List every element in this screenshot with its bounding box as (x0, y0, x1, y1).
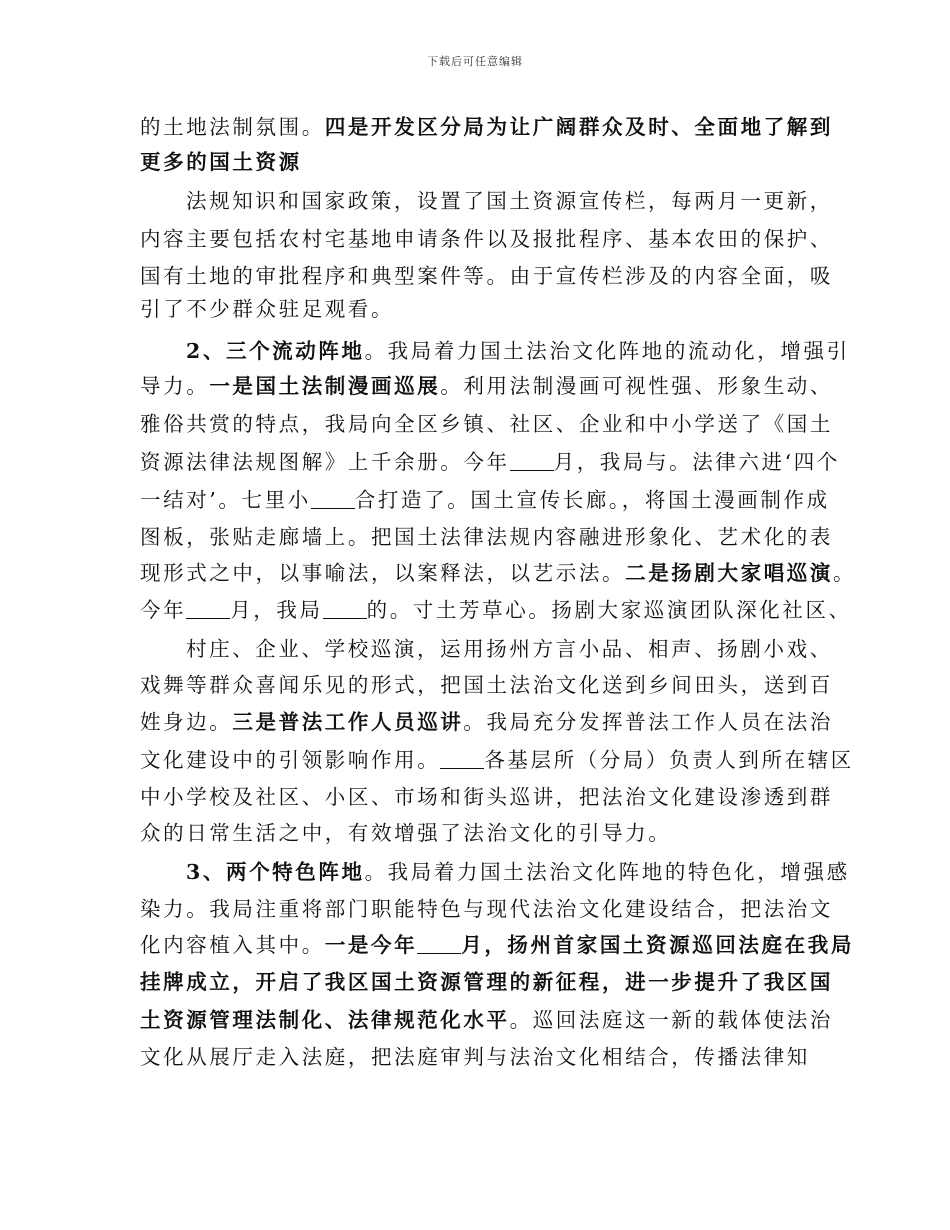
text-run: 。我局着力国土法治文化阵地的特色化，增强感 (364, 860, 850, 884)
bold-text-run: 月，扬州首家国土资源巡回法庭在我局 (461, 933, 854, 957)
text-run: 众的日常生活之中，有效增强了法治文化的引导力。 (140, 821, 672, 845)
text-line (186, 857, 850, 887)
text-run: 月，我局与。法律六进‘四个 (553, 450, 840, 474)
text-line (140, 112, 833, 142)
text-line (140, 967, 833, 997)
text-run: 化内容植入其中。 (140, 933, 325, 957)
bold-text-run: 二是扬剧大家唱巡演 (625, 561, 834, 585)
text-line (140, 707, 833, 737)
fill-in-blank (440, 750, 484, 769)
text-run: 姓身边。 (140, 710, 233, 734)
text-run: 导力。 (140, 374, 210, 398)
text-run: 文化从展厅走入法庭，把法庭审判与法治文化相结合，传播法律知 (140, 1045, 810, 1069)
bold-text-run: 三是普法工作人员巡讲 (232, 710, 464, 734)
text-run: 图板，张贴走廊墙上。把国土法律法规内容融进形象化、艺术化的表 (140, 525, 833, 549)
text-run: 戏舞等群众喜闻乐见的形式，把国土法治文化送到乡间田头，送到百 (140, 673, 833, 697)
text-run: 。 (833, 561, 857, 585)
text-run: 现形式之中，以事喻法，以案释法，以艺示法。 (140, 561, 626, 585)
text-line (140, 818, 671, 848)
text-run: 引了不少群众驻足观看。 (140, 297, 395, 321)
text-line (186, 186, 833, 216)
text-run: 中小学校及社区、小区、市场和街头巡讲，把法治文化建设渗透到群 (140, 785, 833, 809)
text-run: 的土地法制氛围。 (140, 115, 325, 139)
bold-text-run: 四是开发区分局为让广阔群众及时、全面地了解到 (324, 115, 834, 139)
text-line (140, 409, 833, 439)
text-run: 的。寸土芳草心。扬剧大家巡演团队深化社区、 (366, 598, 852, 622)
text-line (140, 1005, 833, 1035)
text-line (140, 485, 830, 515)
text-line (186, 634, 833, 664)
text-run: 今年 (140, 598, 187, 622)
text-line (140, 782, 833, 812)
text-run: 合打造了。国土宣传长廊。，将国土漫画制作成 (354, 488, 830, 512)
text-run: 村庄、企业、学校巡演，运用扬州方言小品、相声、扬剧小戏、 (186, 637, 833, 661)
text-line (140, 294, 394, 324)
text-line (140, 522, 833, 552)
text-run: 月，我局 (230, 598, 323, 622)
bold-text-run: 一是国土法制漫画巡展 (209, 374, 441, 398)
bold-text-run: 土资源管理法制化、法律规范化水平 (140, 1008, 510, 1032)
bold-text-run: 挂牌成立，开启了我区国土资源管理的新征程，进一步提升了我区国 (140, 970, 833, 994)
text-line (186, 336, 850, 366)
text-run: 文化建设中的引领影响作用。 (140, 748, 441, 772)
text-run: 雅俗共赏的特点，我局向全区乡镇、社区、企业和中小学送了《国土 (140, 412, 833, 436)
text-line (140, 558, 856, 588)
text-line (140, 147, 302, 177)
text-line (140, 371, 833, 401)
fill-in-blank (186, 600, 230, 619)
text-line (140, 745, 854, 775)
text-run: 各基层所（分局）负责人到所在辖区 (484, 748, 854, 772)
text-run: 内容主要包括农村宅基地申请条件以及报批程序、基本农田的保护、 (140, 227, 833, 251)
fill-in-blank (311, 490, 355, 509)
section-heading: 3、两个特色阵地 (186, 860, 365, 884)
text-line (140, 447, 840, 477)
text-run: 。巡回法庭这一新的载体使法治 (509, 1008, 834, 1032)
text-run: 一结对’。七里小 (140, 488, 311, 512)
text-run: 。利用法制漫画可视性强、形象生动、 (440, 374, 834, 398)
text-run: 。我局着力国土法治文化阵地的流动化，增强引 (364, 339, 850, 363)
text-run: 国有土地的审批程序和典型案件等。由于宣传栏涉及的内容全面，吸 (140, 264, 833, 288)
section-heading: 2、三个流动阵地 (186, 339, 365, 363)
text-run: 法规知识和国家政策，设置了国土资源宣传栏，每两月一更新， (186, 189, 833, 213)
text-line (140, 930, 854, 960)
bold-text-run: 更多的国土资源 (140, 150, 302, 174)
fill-in-blank (417, 935, 461, 954)
bold-text-run: 一是今年 (324, 933, 418, 957)
fill-in-blank (510, 452, 554, 471)
text-line (140, 224, 833, 254)
page-header: 下载后可任意编辑 (427, 55, 523, 68)
fill-in-blank (323, 600, 367, 619)
text-line (140, 595, 852, 625)
text-run: 染力。我局注重将部门职能特色与现代法治文化建设结合，把法治文 (140, 897, 833, 921)
text-line (140, 894, 833, 924)
text-run: 。我局充分发挥普法工作人员在法治 (463, 710, 834, 734)
text-line (140, 670, 833, 700)
text-run: 资源法律法规图解》上千余册。今年 (140, 450, 510, 474)
text-line (140, 261, 833, 291)
text-line (140, 1042, 810, 1072)
